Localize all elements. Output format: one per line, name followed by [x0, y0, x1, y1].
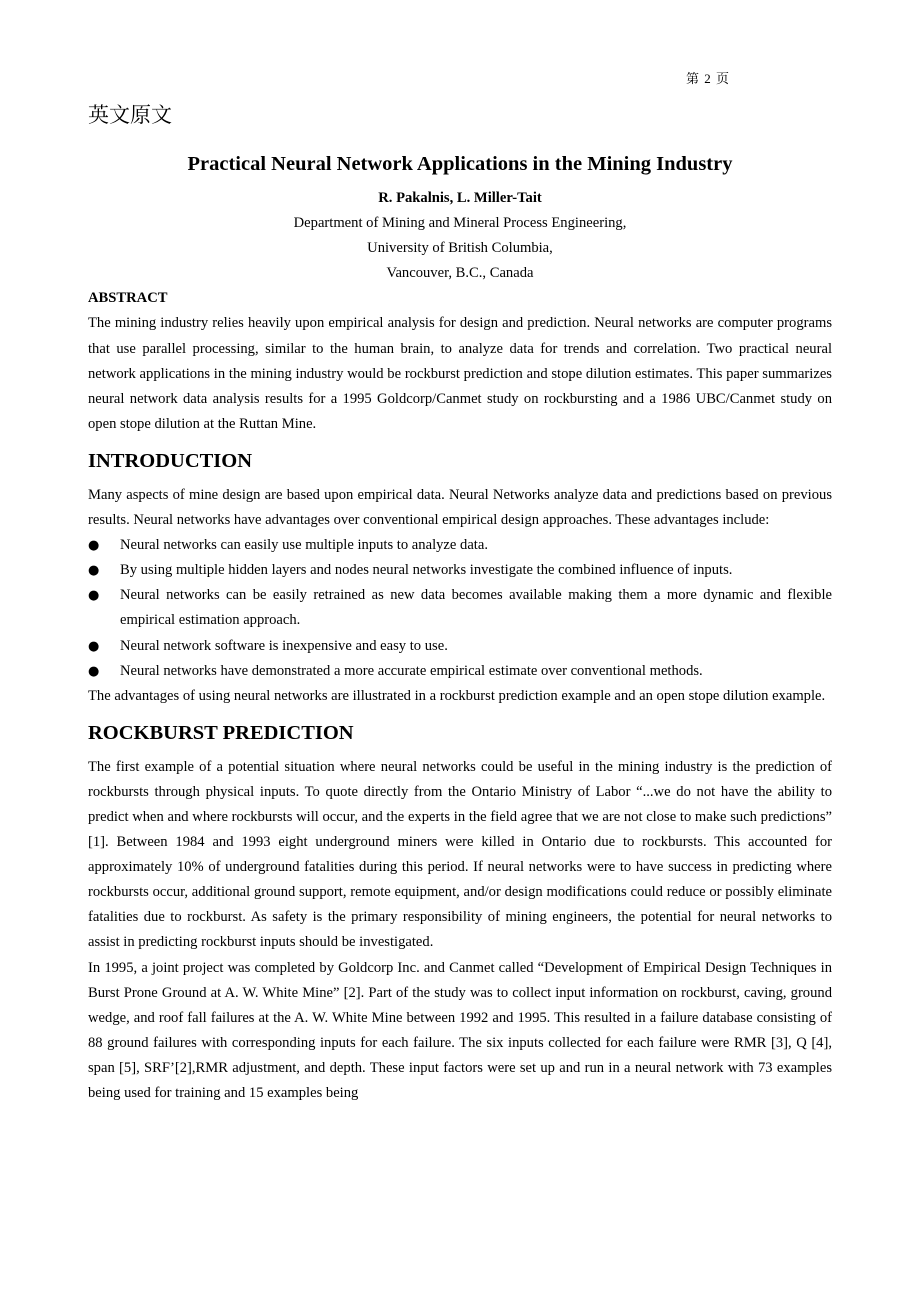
list-item	[88, 634, 832, 659]
affiliation-line: University of British Columbia,	[367, 240, 553, 257]
introduction-heading: INTRODUCTION	[88, 449, 253, 472]
page-number: 第 2 页	[686, 71, 731, 86]
rockburst-paragraph-2: In 1995, a joint project was completed by Goldcorp Inc. and Canmet called “Development of Empirical Design Techniques in Burst Prone Ground at A. W. White Mine” [2]. Part of the study was to collect input information on rockburst, caving, ground wedge, and roof fall failures at the A. W. White Mine between 1992 and 1995. This resulted in a failure database consisting of 88 ground failures with corresponding inputs for each failure. The six inputs collected for each failure were RMR [3], Q [4], span [5], SRF’[2],RMR adjustment, and depth. These input factors were set up and run in a neural network with 73 examples being used for training and 15 examples being	[88, 959, 832, 1101]
list-item	[88, 583, 832, 633]
bullet-icon: ●	[88, 638, 100, 654]
list-item	[88, 533, 832, 558]
advantages-list	[88, 533, 832, 684]
rockburst-paragraph-1: The first example of a potential situation where neural networks could be useful in the mining industry is the prediction of rockbursts through physical inputs. To quote directly from the Ontario Ministry of Labor “...we do not have the ability to predict when and where rockbursts will occur, and the experts in the field agree that we are not close to make such predictions” [1]. Between 1984 and 1993 eight underground miners were killed in Ontario due to rockbursts. This accounted for approximately 10% of underground fatalities during this period. If neural networks were to have success in predicting where rockbursts occur, additional ground support, remote equipment, and/or design modifications could reduce or possibly eliminate fatalities due to rockburst. As safety is the primary responsibility of mining engineers, the potential for neural networks to assist in predicting rockburst inputs should be investigated.	[88, 758, 832, 951]
abstract-heading: ABSTRACT	[88, 290, 168, 307]
paper-title: Practical Neural Network Applications in the Mining Industry	[187, 153, 733, 175]
list-item-text: By using multiple hidden layers and nodes neural networks investigate the combined influence of inputs.	[120, 562, 733, 579]
abstract-text: The mining industry relies heavily upon empirical analysis for design and prediction. Neural networks are computer programs that use parallel processing, similar to the human brain, to analyze data for trends and correlation. Two practical neural network applications in the mining industry would be rockburst prediction and stope dilution estimates. This paper summarizes neural network data analysis results for a 1995 Goldcorp/Canmet study on rockbursting and a 1986 UBC/Canmet study on open stope dilution at the Ruttan Mine.	[88, 315, 832, 432]
introduction-text: Many aspects of mine design are based upon empirical data. Neural Networks analyze data and predictions based on previous results. Neural networks have advantages over conventional empirical design approaches. These advantages include:	[88, 486, 832, 529]
list-item-text: Neural network software is inexpensive and easy to use.	[120, 637, 448, 654]
introduction-closing-text: The advantages of using neural networks are illustrated in a rockburst prediction example and an open stope dilution example.	[88, 687, 826, 704]
list-item-text: Neural networks have demonstrated a more accurate empirical estimate over conventional methods.	[120, 662, 703, 679]
list-item	[88, 659, 832, 684]
bullet-icon: ●	[88, 538, 100, 554]
chinese-section-title: 英文原文	[88, 103, 172, 127]
affiliation-line: Department of Mining and Mineral Process Engineering,	[293, 215, 627, 232]
affiliation-line: Vancouver, B.C., Canada	[386, 265, 534, 282]
bullet-icon: ●	[88, 663, 100, 679]
rockburst-heading: ROCKBURST PREDICTION	[88, 721, 354, 744]
document-body	[88, 150, 832, 1106]
paper-authors: R. Pakalnis, L. Miller-Tait	[378, 190, 542, 206]
bullet-icon: ●	[88, 588, 100, 604]
list-item-text: Neural networks can easily use multiple inputs to analyze data.	[120, 537, 488, 554]
list-item-text: Neural networks can be easily retrained as new data becomes available making them a more dynamic and flexible empirical estimation approach.	[120, 587, 832, 629]
bullet-icon: ●	[88, 563, 100, 579]
list-item	[88, 558, 832, 583]
